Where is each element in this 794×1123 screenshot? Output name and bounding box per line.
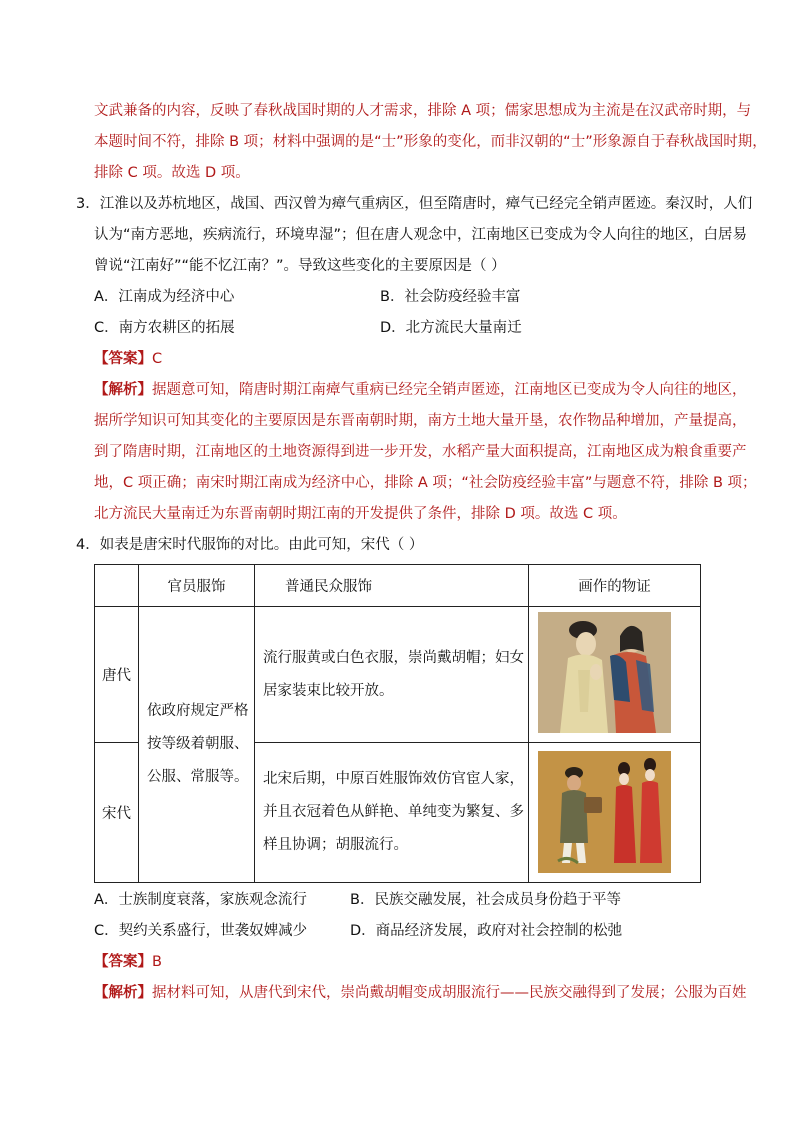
analysis-line: 本题时间不符，排除 B 项；材料中强调的是“士”形象的变化，而非汉朝的“士”形象源自于春秋战国时期， [94,134,767,150]
song-common-line: 并且衣冠着色从鲜艳、单纯变为繁复、多 [263,804,524,820]
tang-common-line: 居家装束比较开放。 [263,682,394,699]
q3-analysis-line: 到了隋唐时期，江南地区的土地资源得到进一步开发，水稻产量大面积提高，江南地区成为粮食重要产 [94,444,747,460]
analysis-tag: 【解析】 [94,382,152,398]
analysis-text: 据题意可知，隋唐时期江南瘴气重病已经完全销声匿迹，江南地区已变成为令人向往的地区， [152,382,747,398]
q4-answer [94,952,162,972]
song-common-cell [255,743,529,883]
q3-analysis-line: 地，C 项正确；南宋时期江南成为经济中心，排除 A 项；“社会防疫经验丰富”与题意不符，排除 B 项； [94,475,757,491]
header-common: 普通民众服饰 [255,565,529,607]
q3-analysis-line: 北方流民大量南迁为东晋南朝时期江南的开发提供了条件，排除 D 项。故选 C 项。 [94,506,627,522]
q3-stem-line: 3．江淮以及苏杭地区，战国、西汉曾为瘴气重病区，但至隋唐时，瘴气已经完全销声匿迹。秦汉时，人们 [76,196,753,212]
analysis-text: 据材料可知，从唐代到宋代，崇尚戴胡帽变成胡服流行——民族交融得到了发展；公服为百姓 [152,985,747,1001]
analysis-line: 文武兼备的内容，反映了春秋战国时期的人才需求，排除 A 项；儒家思想成为主流是在汉武帝时期，与 [94,103,752,119]
answer-value: C [152,351,163,367]
q4-option-b: B．民族交融发展，社会成员身份趋于平等 [350,892,621,908]
q3-answer [94,349,162,369]
q4-option-d: D．商品经济发展，政府对社会控制的松弛 [350,923,623,939]
q3-option-c: C．南方农耕区的拓展 [94,320,235,336]
answer-tag: 【答案】 [94,954,152,970]
song-common-line: 样且协调；胡服流行。 [263,837,408,853]
row-label-tang: 唐代 [95,607,139,743]
official-clothing-cell [139,607,255,883]
q3-analysis-line [94,380,747,400]
official-line: 公服、常服等。 [147,769,249,785]
header-painting: 画作的物证 [529,565,701,607]
q3-option-b: B．社会防疫经验丰富 [380,289,521,305]
answer-tag: 【答案】 [94,351,152,367]
official-line: 依政府规定严格 [147,703,249,719]
tang-painting-image [538,612,671,733]
official-line: 按等级着朝服、 [147,736,249,752]
q4-analysis-line [94,983,747,1003]
analysis-line: 排除 C 项。故选 D 项。 [94,165,250,181]
tang-common-cell [255,607,529,743]
answer-value: B [152,954,162,970]
header-official: 官员服饰 [139,565,255,607]
q4-stem: 4．如表是唐宋时代服饰的对比。由此可知，宋代（ ） [76,537,424,553]
q3-option-d: D．北方流民大量南迁 [380,320,522,336]
q4-option-c: C．契约关系盛行，世袭奴婢减少 [94,923,308,939]
tang-common-line: 流行服黄或白色衣服，崇尚戴胡帽；妇女 [263,649,524,666]
q3-stem-line: 认为“南方恶地，疾病流行，环境卑湿”；但在唐人观念中，江南地区已变成为令人向往的地区，白居易 [94,227,748,243]
song-common-line: 北宋后期，中原百姓服饰效仿官宦人家， [263,771,524,787]
q4-option-a: A．士族制度衰落，家族观念流行 [94,892,307,908]
song-painting-image [538,751,671,873]
q3-stem-line: 曾说“江南好”“能不忆江南？”。导致这些变化的主要原因是（ ） [94,258,506,274]
q3-analysis-line: 据所学知识可知其变化的主要原因是东晋南朝时期，南方土地大量开垦，农作物品种增加，产量提高， [94,413,747,429]
analysis-tag: 【解析】 [94,985,152,1001]
table-corner [95,565,139,607]
q3-option-a: A．江南成为经济中心 [94,289,235,305]
row-label-song: 宋代 [95,743,139,883]
